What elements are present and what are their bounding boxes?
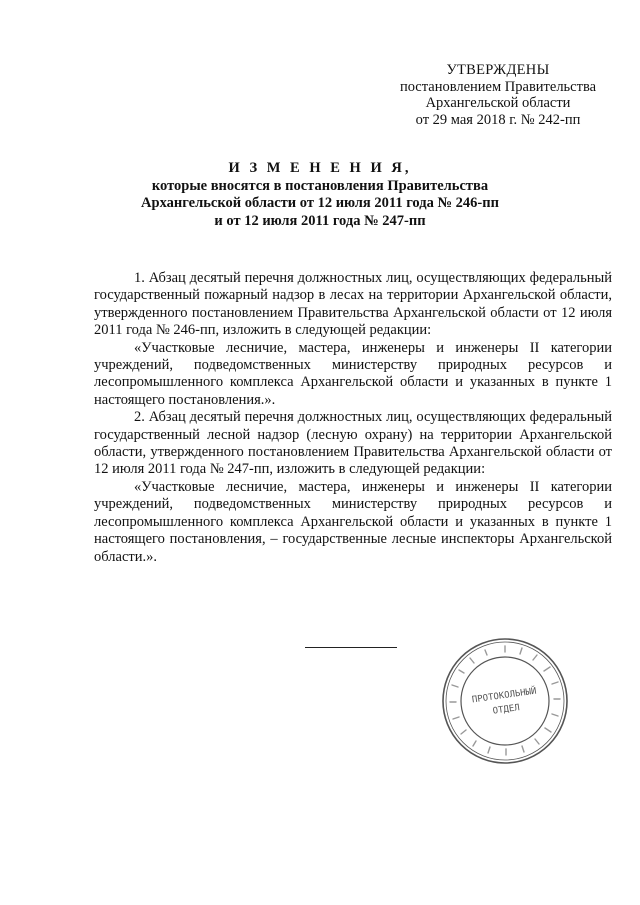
paragraph: «Участковые лесничие, мастера, инженеры и инженеры II категории учреждений, подведомственных министерству природных ресурсов и лесопромышленного комплекса Архангельской области и указанных в пункте 1 настоящего постановления, – государственные лесные инспекторы Архангельской области.». bbox=[94, 478, 612, 565]
heading-line-1: которые вносятся в постановления Правительства bbox=[151, 177, 489, 194]
heading-line-3: и от 12 июля 2011 года № 247-пп bbox=[214, 212, 426, 229]
stamp-center-line-1: ПРОТОКОЛЬНЫЙ bbox=[471, 686, 538, 706]
approval-block bbox=[380, 62, 616, 128]
paragraph: 1. Абзац десятый перечня должностных лиц, осуществляющих федеральный государственный пожарный надзор в лесах на территории Архангельской области, утвержденного постановлением Правительства Архангельской области от 12 июля 2011 года № 246-пп, изложить в следующей редакции: bbox=[94, 270, 612, 339]
stamp-seal-icon bbox=[440, 636, 570, 766]
approval-line-1: постановлением Правительства bbox=[399, 78, 597, 95]
document-title: И З М Е Н Е Н И Я, bbox=[228, 160, 412, 176]
heading-line-2: Архангельской области от 12 июля 2011 года № 246-пп bbox=[141, 195, 499, 211]
stamp-center-line-2: ОТДЕЛ bbox=[492, 703, 521, 717]
approval-title: УТВЕРЖДЕНЫ bbox=[446, 62, 550, 78]
approval-line-3: от 29 мая 2018 г. № 242-пп bbox=[415, 111, 581, 128]
closing-divider bbox=[305, 647, 397, 648]
document-heading bbox=[60, 160, 580, 230]
official-stamp bbox=[440, 636, 570, 766]
document-body bbox=[94, 270, 612, 566]
paragraph: «Участковые лесничие, мастера, инженеры и инженеры II категории учреждений, подведомственных министерству природных ресурсов и лесопромышленного комплекса Архангельской области и указанных в пункте 1 настоящего постановления.». bbox=[94, 339, 612, 408]
paragraph: 2. Абзац десятый перечня должностных лиц, осуществляющих федеральный государственный лесной надзор (лесную охрану) на территории Архангельской области, утвержденного постановлением Правительства Архангельской области от 12 июля 2011 года № 247-пп, изложить в следующей редакции: bbox=[94, 409, 612, 478]
approval-line-2: Архангельской области bbox=[425, 95, 571, 111]
